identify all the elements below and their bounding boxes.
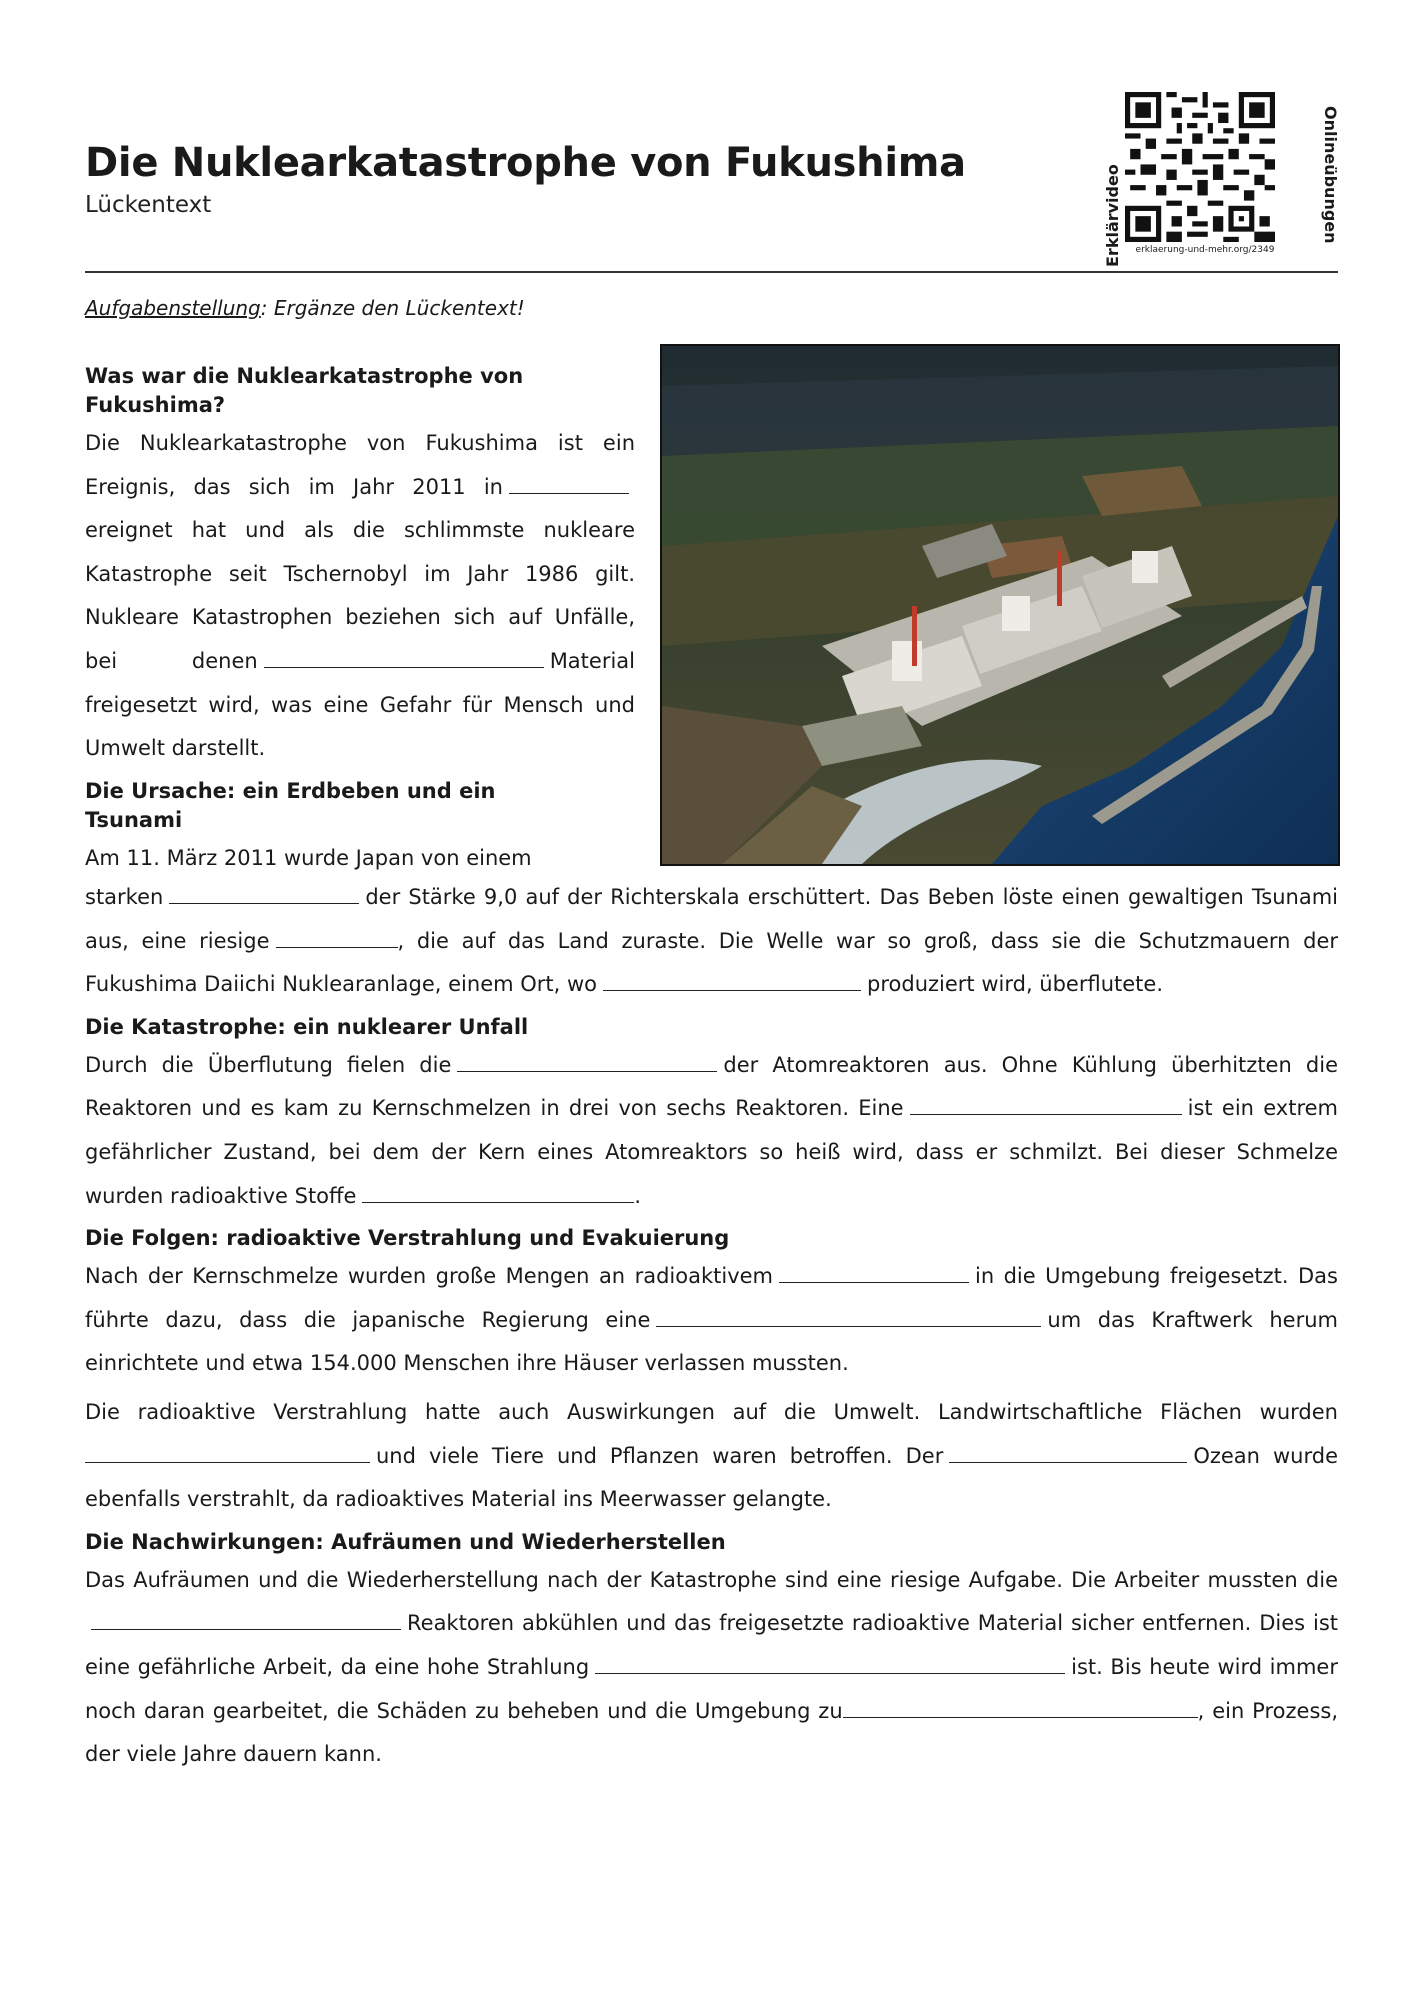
paragraph: Durch die Überflutung fielen die der Atomreaktoren aus. Ohne Kühlung überhitzten die Reaktoren und es kam zu Kernschmelzen in drei von sechs Reaktoren. Eine ist ein extrem gefährlicher Zustand, bei dem der Kern eines Atomreaktors so heiß wird, dass er schmilzt. Bei dieser Schmelze wurden radioaktive Stoffe . [85, 1044, 1338, 1218]
page-title: Die Nuklearkatastrophe von Fukushima [85, 140, 966, 186]
blank-field[interactable] [843, 1694, 1198, 1717]
paragraph: Nach der Kernschmelze wurden große Mengen an radioaktivem in die Umgebung freigesetzt. Das führte dazu, dass die japanische Regierung eine um das Kraftwerk herum einrichtete und etwa 154.000 Menschen ihre Häuser verlassen mussten. [85, 1255, 1338, 1386]
blank-field[interactable] [595, 1651, 1065, 1674]
blank-field[interactable] [276, 925, 398, 948]
blank-field[interactable] [949, 1439, 1187, 1462]
section-heading: Was war die Nuklearkatastrophe von Fukushima? [85, 364, 524, 417]
qr-url[interactable]: erklaerung-und-mehr.org/2349 [1135, 245, 1275, 255]
section-heading: Die Katastrophe: ein nuklearer Unfall [85, 1014, 529, 1039]
paragraph: Die Nuklearkatastrophe von Fukushima ist ein Ereignis, das sich im Jahr 2011 inereignet hat und als die schlimmste nukleare Katastrophe seit Tschernobyl im Jahr 1986 gilt. Nukleare Katastrophen beziehen sich auf Unfälle, bei denen Material freigesetzt wird, was eine Gefahr für Mensch und Umwelt darstellt. [85, 431, 635, 761]
paragraph: Die radioaktive Verstrahlung hatte auch Auswirkungen auf die Umwelt. Landwirtschaftliche Flächen wurdenund viele Tiere und Pflanzen waren betroffen. Der Ozean wurde ebenfalls verstrahlt, da radioaktives Material ins Meerwasser gelangte. [85, 1399, 1338, 1512]
section-heading: Die Nachwirkungen: Aufräumen und Wiederherstellen [85, 1529, 726, 1554]
qr-label-video: Erklärvideo [1103, 164, 1122, 267]
paragraph: Das Aufräumen und die Wiederherstellung nach der Katastrophe sind eine riesige Aufgabe. Die Arbeiter mussten dieReaktoren abkühlen und das freigesetzte radioaktive Material sicher entfernen. Dies ist eine gefährliche Arbeit, da eine hohe Strahlung ist. Bis heute wird immer noch daran gearbeitet, die Schäden zu beheben und die Umgebung zu , ein Prozess, der viele Jahre dauern kann. [85, 1567, 1338, 1767]
qr-label-exercises: Onlineübungen [1321, 106, 1340, 244]
blank-field[interactable] [91, 1607, 401, 1630]
task-text: : Ergänze den Lückentext! [260, 296, 525, 320]
paragraph: Am 11. März 2011 wurde Japan von einem [85, 845, 532, 870]
blank-field[interactable] [656, 1304, 1041, 1327]
section-heading: Die Folgen: radioaktive Verstrahlung und Evakuierung [85, 1226, 730, 1251]
blank-field[interactable] [85, 1439, 370, 1462]
blank-field[interactable] [779, 1260, 969, 1283]
task-label: Aufgabenstellung [85, 296, 261, 320]
blank-field[interactable] [169, 881, 359, 904]
qr-code-icon[interactable] [1125, 92, 1275, 242]
paragraph: starken der Stärke 9,0 auf der Richterskala erschüttert. Das Beben löste einen gewaltigen Tsunami aus, eine riesige , die auf das Land zuraste. Die Welle war so groß, dass sie die Schutzmauern der Fukushima Daiichi Nuklearanlage, einem Ort, wo produziert wird, überflutete. [85, 876, 1338, 1007]
qr-block [1095, 92, 1340, 267]
blank-field[interactable] [264, 645, 544, 668]
blank-field[interactable] [910, 1092, 1182, 1115]
blank-field[interactable] [603, 968, 861, 991]
blank-field[interactable] [457, 1049, 717, 1072]
section-heading: Die Ursache: ein Erdbeben und ein Tsunami [85, 778, 496, 832]
section-body [85, 876, 1338, 1777]
section-intro [85, 362, 635, 880]
page-subtitle: Lückentext [85, 192, 212, 218]
worksheet-page [85, 0, 1338, 2000]
blank-field[interactable] [509, 471, 629, 494]
aerial-photo-nuclear-plant-icon [660, 344, 1340, 866]
header-divider [85, 271, 1338, 273]
blank-field[interactable] [362, 1180, 634, 1203]
task-instruction [85, 296, 525, 320]
